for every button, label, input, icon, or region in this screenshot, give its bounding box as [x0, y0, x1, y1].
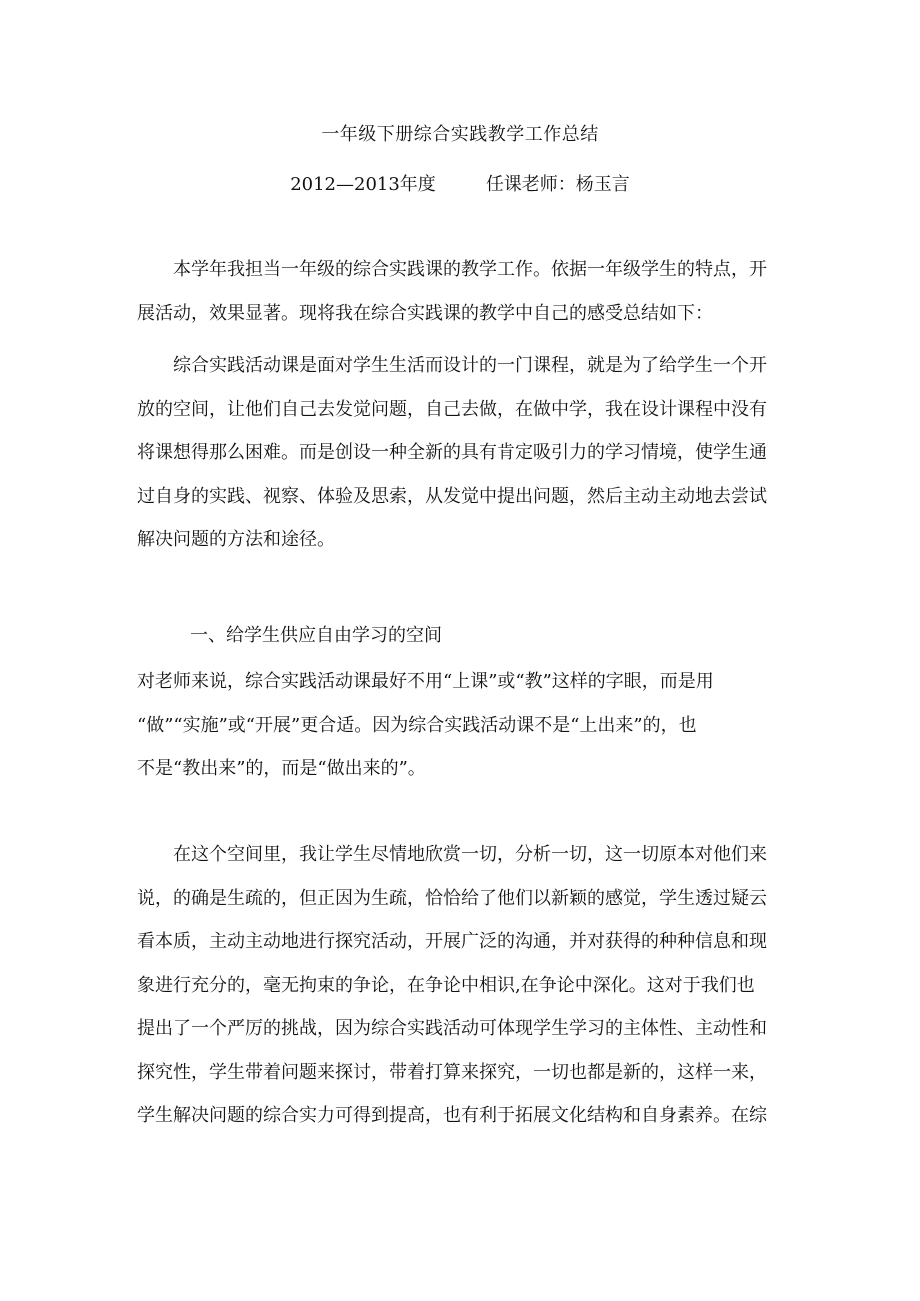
- paragraph-line: 将课想得那么困难。而是创设一种全新的具有肯定吸引力的学习情境，使学生通: [137, 442, 767, 463]
- paragraph-line: 过自身的实践、视察、体验及思索，从发觉中提出问题，然后主动主动地去尝试: [137, 485, 767, 507]
- document-subtitle: [0, 170, 920, 196]
- section-heading-1: 一、给学生供应自由学习的空间: [190, 625, 442, 646]
- paragraph-intro: [137, 248, 787, 335]
- paragraph-line: 在这个空间里，我让学生尽情地欣赏一切，分析一切，这一切原本对他们来: [173, 844, 767, 865]
- paragraph-line: 探究性，学生带着问题来探讨，带着打算来探究，一切也都是新的，这样一来，: [137, 1061, 767, 1083]
- paragraph-line: 本学年我担当一年级的综合实践课的教学工作。依据一年级学生的特点，开: [173, 259, 767, 280]
- paragraph-learning-space: [137, 833, 787, 1138]
- paragraph-line: 提出了一个严厉的挑战，因为综合实践活动可体现学生学习的主体性、主动性和: [137, 1018, 767, 1039]
- paragraph-teacher-role: [137, 660, 787, 791]
- paragraph-line: 对老师来说，综合实践活动课最好不用“上课”或“教”这样的字眼，而是用: [137, 671, 714, 692]
- document-title: 一年级下册综合实践教学工作总结: [321, 124, 599, 145]
- paragraph-line: “做”“实施”或“开展”更合适。因为综合实践活动课不是“上出来”的，也: [137, 714, 697, 736]
- teacher-name: 任课老师：杨玉言: [485, 174, 630, 195]
- paragraph-line: 学生解决问题的综合实力可得到提高，也有利于拓展文化结构和自身素养。在综: [137, 1105, 767, 1126]
- paragraph-line: 不是“教出来”的，而是“做出来的”。: [137, 758, 426, 779]
- paragraph-line: 象进行充分的，毫无拘束的争论，在争论中相识,在争论中深化。这对于我们也: [137, 974, 755, 996]
- paragraph-line: 放的空间，让他们自己去发觉问题，自己去做，在做中学，我在设计课程中没有: [137, 398, 767, 420]
- paragraph-line: 综合实践活动课是面对学生生活而设计的一门课程，就是为了给学生一个开: [173, 355, 767, 376]
- school-year: 2012—2013年度: [290, 174, 436, 195]
- paragraph-course-overview: [137, 344, 787, 562]
- paragraph-line: 看本质，主动主动地进行探究活动，开展广泛的沟通，并对获得的种种信息和现: [137, 931, 767, 952]
- paragraph-line: 解决问题的方法和途径。: [137, 529, 335, 550]
- paragraph-line: 展活动，效果显著。现将我在综合实践课的教学中自己的感受总结如下：: [137, 302, 713, 324]
- paragraph-line: 说，的确是生疏的，但正因为生疏，恰恰给了他们以新颖的感觉，学生透过疑云: [137, 887, 767, 909]
